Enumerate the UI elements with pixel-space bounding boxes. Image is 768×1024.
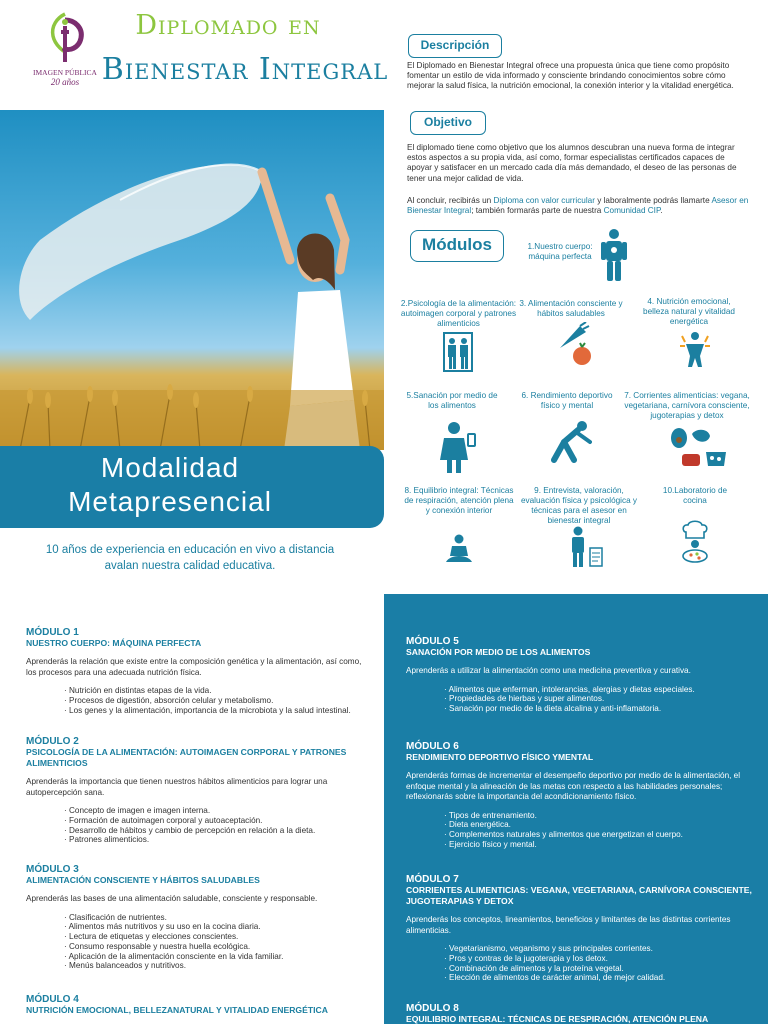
concluir-part-d: . <box>660 206 663 216</box>
module-7-label: 7. Corrientes alimenticias: vegana, vegetariana, carnívora consciente, jugoterapias y detox <box>624 391 750 420</box>
list-item: · Propiedades de hierbas y super alimentos. <box>444 694 752 704</box>
module-4-number: MÓDULO 4 <box>26 994 79 1005</box>
comunidad-highlight: Comunidad CIP <box>603 206 661 216</box>
module-7-desc: Aprenderás los conceptos, lineamientos, beneficios y limitantes de las distintas corrientes alimenticias. <box>406 915 731 935</box>
list-item: · Alimentos más nutritivos y su uso en la cocina diaria. <box>64 922 366 932</box>
list-item: · Menús balanceados y nutritivos. <box>64 961 366 971</box>
concluir-part-b: y laboralmente podrás llamarte <box>594 196 712 205</box>
module-3-label: 3. Alimentación consciente y hábitos saludables <box>519 299 623 318</box>
module-8-label: 8. Equilibrio integral: Técnicas de respiración, atención plena y conexión interior <box>404 486 514 515</box>
module-3-number: MÓDULO 3 <box>26 864 79 875</box>
module-1-label: 1.Nuestro cuerpo: máquina perfecta <box>527 242 593 261</box>
experience-tagline: 10 años de experiencia en educación en vivo a distancia avalan nuestra calidad educativa. <box>45 544 335 572</box>
list-item: · Tipos de entrenamiento. <box>444 811 752 821</box>
module-1-number: MÓDULO 1 <box>26 627 79 638</box>
module-1-block <box>26 627 366 715</box>
module-6-number: MÓDULO 6 <box>406 741 459 752</box>
list-item: · Los genes y la alimentación, importancia de la microbiota y la salud intestinal. <box>64 706 366 716</box>
module-7-number: MÓDULO 7 <box>406 874 459 885</box>
diploma-highlight: Diploma con valor curricular <box>493 196 595 205</box>
concluir-part-c: ; también formarás parte de nuestra <box>471 206 604 216</box>
module-2-desc: Aprenderás la importancia que tienen nuestros hábitos alimenticios para lograr una autopercepción sana. <box>26 777 328 797</box>
stretch-icon <box>548 420 592 464</box>
modalidad-line2: Metapresencial <box>68 486 272 517</box>
mirror-icon <box>443 332 473 372</box>
hero-photo <box>0 110 384 450</box>
list-item: · Aplicación de la alimentación consciente en la vida familiar. <box>64 952 366 962</box>
module-6-title: RENDIMIENTO DEPORTIVO FÍSICO YMENTAL <box>406 752 594 762</box>
list-item: · Pros y contras de la jugoterapia y los detox. <box>444 954 752 964</box>
concluir-part-a: Al concluir, recibirás un <box>407 196 494 205</box>
module-2-label: 2.Psicología de la alimentación: autoimagen corporal y patrones alimenticios <box>400 299 517 328</box>
module-2-number: MÓDULO 2 <box>26 736 79 747</box>
module-5-block <box>406 636 752 714</box>
logo-anniversary-text: 20 años <box>50 77 80 87</box>
module-1-desc: Aprenderás la relación que existe entre la composición genética y la alimentación, así como, los procesos para una adecuada nutrición física. <box>26 657 362 677</box>
chef-icon <box>680 520 710 564</box>
list-item: · Lectura de etiquetas y elecciones conscientes. <box>64 932 366 942</box>
module-3-desc: Aprenderás las bases de una alimentación saludable, consciente y responsable. <box>26 894 318 903</box>
body-icon <box>601 228 627 282</box>
page-title-line2: Bienestar Integral <box>101 52 389 87</box>
concluir-text <box>407 196 749 216</box>
module-3-title: ALIMENTACIÓN CONSCIENTE Y HÁBITOS SALUDABLES <box>26 875 260 885</box>
module-8-title: EQUILIBRIO INTEGRAL: TÉCNICAS DE RESPIRACIÓN, ATENCIÓN PLENA <box>406 1014 709 1024</box>
module-2-title: PSICOLOGÍA DE LA ALIMENTACIÓN: AUTOIMAGEN CORPORAL Y PATRONES ALIMENTICIOS <box>26 747 347 768</box>
module-6-label: 6. Rendimiento deportivo físico y mental <box>521 391 613 410</box>
imagen-publica-logo <box>30 12 100 94</box>
module-4-block <box>26 994 366 1016</box>
page-title-line1: Diplomado en <box>135 10 321 41</box>
module-6-block <box>406 741 752 850</box>
module-5-label: 5.Sanación por medio de los alimentos <box>406 391 498 410</box>
list-item: · Complementos naturales y alimentos que energetizan el cuerpo. <box>444 830 752 840</box>
descripcion-text: El Diplomado en Bienestar Integral ofrece una propuesta única que tiene como propósito fomentar un estilo de vida informado y consciente brindando conocimientos sobre cómo mejorar la salud física, la nutrición emocional, la conexión interior y la vitalidad energética. <box>407 61 734 91</box>
vegetables-icon <box>556 322 596 366</box>
meditation-icon <box>446 534 472 564</box>
list-item: · Procesos de digestión, absorción celular y metabolismo. <box>64 696 366 706</box>
list-item: · Dieta energética. <box>444 820 752 830</box>
module-10-label: 10.Laboratorio de cocina <box>662 486 728 505</box>
module-1-title: NUESTRO CUERPO: MÁQUINA PERFECTA <box>26 638 202 648</box>
objetivo-heading: Objetivo <box>410 111 486 135</box>
foods-icon <box>668 426 730 470</box>
objetivo-text: El diplomado tiene como objetivo que los alumnos descubran una nueva forma de integrar estos aspectos a su propia vida, así como, formar especialistas certificados capaces de apoyar y satisfacer en un mercado cada día más demandado, el deseo de las personas de tener una mejor calidad de vida. <box>407 143 737 183</box>
module-4-label: 4. Nutrición emocional, belleza natural y vitalidad energética <box>643 297 735 326</box>
energy-person-icon <box>680 330 710 368</box>
module-4-title: NUTRICIÓN EMOCIONAL, BELLEZANATURAL Y VITALIDAD ENERGÉTICA <box>26 1005 328 1015</box>
list-item: · Alimentos que enferman, intolerancias, alergias y dietas especiales. <box>444 685 752 695</box>
module-2-block <box>26 736 366 845</box>
logo-mark-icon <box>43 12 87 66</box>
list-item: · Vegetarianismo, veganismo y sus principales corrientes. <box>444 944 752 954</box>
assessment-icon <box>568 526 604 568</box>
list-item: · Patrones alimenticios. <box>64 835 366 845</box>
list-item: · Clasificación de nutrientes. <box>64 913 366 923</box>
list-item: · Elección de alimentos de carácter animal, de mejor calidad. <box>444 973 752 983</box>
module-5-title: SANACIÓN POR MEDIO DE LOS ALIMENTOS <box>406 647 591 657</box>
drink-person-icon <box>440 420 476 474</box>
list-item: · Combinación de alimentos y la proteína vegetal. <box>444 964 752 974</box>
module-8-number: MÓDULO 8 <box>406 1003 459 1014</box>
modulos-heading: Módulos <box>410 230 504 262</box>
list-item: · Desarrollo de hábitos y cambio de percepción en relación a la dieta. <box>64 826 366 836</box>
module-5-number: MÓDULO 5 <box>406 636 459 647</box>
logo-brand-text: IMAGEN PÚBLICA <box>33 68 97 77</box>
module-9-label: 9. Entrevista, valoración, evaluación física y psicológica y técnicas para el asesor en bienestar integral <box>520 486 638 525</box>
list-item: · Concepto de imagen e imagen interna. <box>64 806 366 816</box>
list-item: · Consumo responsable y nuestra huella ecológica. <box>64 942 366 952</box>
list-item: · Formación de autoimagen corporal y autoaceptación. <box>64 816 366 826</box>
module-7-title: CORRIENTES ALIMENTICIAS: VEGANA, VEGETARIANA, CARNÍVORA CONSCIENTE, JUGOTERAPIAS Y DETOX <box>406 885 752 906</box>
list-item: · Nutrición en distintas etapas de la vida. <box>64 686 366 696</box>
modalidad-line1: Modalidad <box>100 452 240 483</box>
list-item: · Sanación por medio de la dieta alcalina y anti-inflamatoria. <box>444 704 752 714</box>
asesor-highlight: Asesor en Bienestar Integral <box>407 196 749 216</box>
module-6-desc: Aprenderás formas de incrementar el desempeño deportivo por medio de la alimentación, el enfoque mental y la alineación de las metas con respecto a las habilidades personales; reflexionarás sobre la importancia del acondicionamiento físico. <box>406 771 741 801</box>
module-5-desc: Aprenderás a utilizar la alimentación como una medicina preventiva y curativa. <box>406 666 691 675</box>
module-3-block <box>26 864 366 971</box>
descripcion-heading: Descripción <box>408 34 502 58</box>
modalidad-banner <box>0 446 384 528</box>
module-8-block <box>406 1003 752 1024</box>
list-item: · Ejercicio físico y mental. <box>444 840 752 850</box>
module-7-block <box>406 874 752 983</box>
